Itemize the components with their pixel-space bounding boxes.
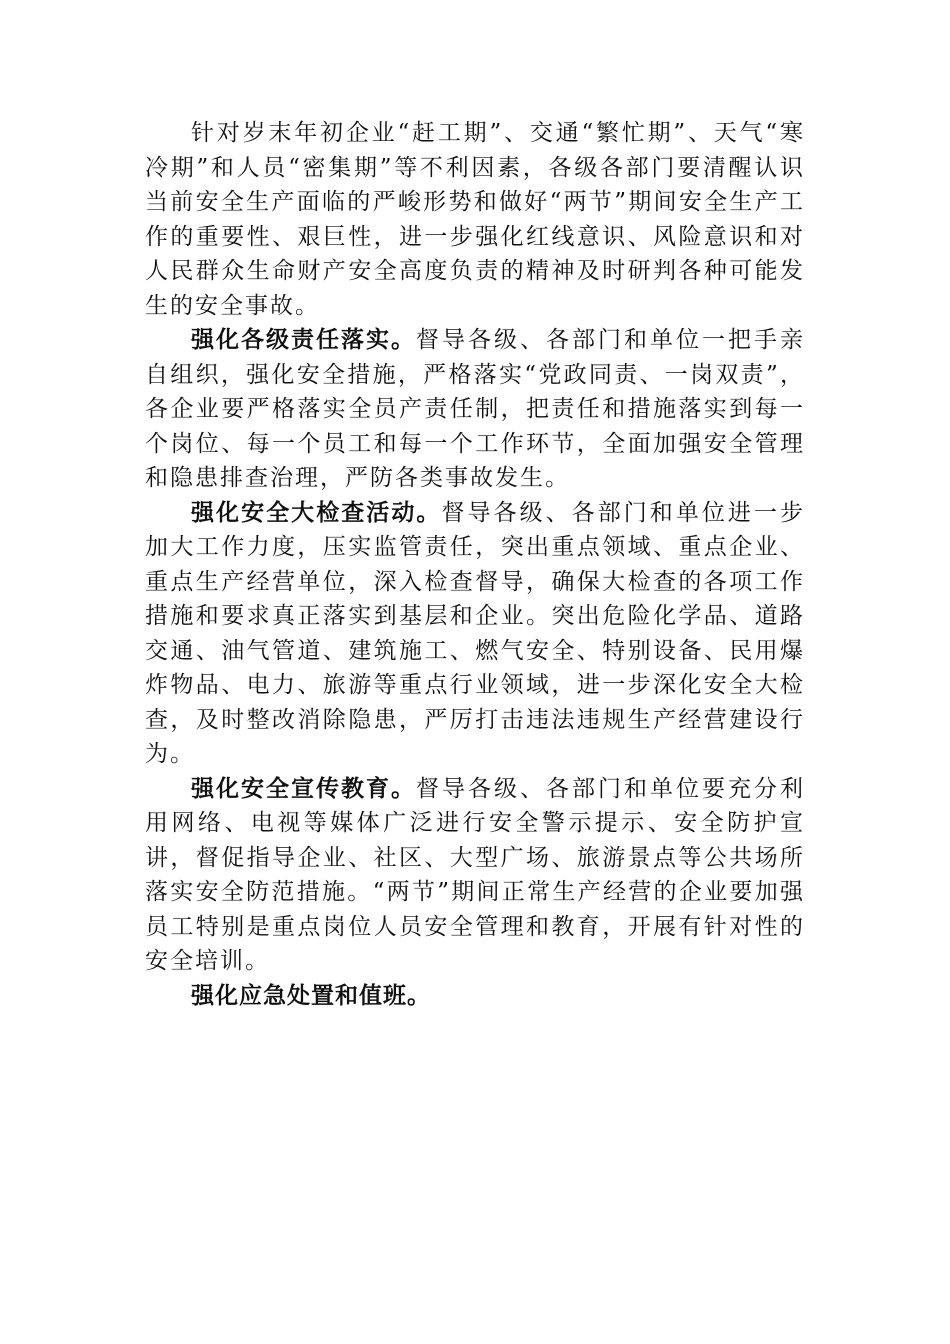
paragraph-lead: 强化各级责任落实。 (191, 327, 416, 353)
paragraph-inspection (145, 496, 805, 772)
paragraph-text: 针对岁末年初企业“赶工期”、交通“繁忙期”、天气“寒冷期”和人员“密集期”等不利因素，各级各部门要清醒认识当前安全生产面临的严峻形势和做好“两节”期间安全生产工作的重要性、艰巨性，进一步强化红线意识、风险意识和对人民群众生命财产安全高度负责的精神及时研判各种可能发生的安全事故。 (145, 120, 805, 319)
paragraph-text: 督导各级、各部门和单位一把手亲自组织，强化安全措施，严格落实“党政同责、一岗双责”，各企业要严格落实全员产责任制，把责任和措施落实到每一个岗位、每一个员工和每一个工作环节，全面加强安全管理和隐患排查治理，严防各类事故发生。 (145, 327, 805, 491)
paragraph-lead: 强化安全宣传教育。 (191, 775, 416, 802)
paragraph-text: 督导各级、各部门和单位进一步加大工作力度，压实监管责任，突出重点领域、重点企业、重点生产经营单位，深入检查督导，确保大检查的各项工作措施和要求真正落实到基层和企业。突出危险化学品、道路交通、油气管道、建筑施工、燃气安全、特别设备、民用爆炸物品、电力、旅游等重点行业领域，进一步深化安全大检查，及时整改消除隐患，严厉打击违法违规生产经营建设行为。 (145, 499, 806, 767)
paragraph-intro (145, 116, 805, 323)
paragraph-emergency (145, 979, 805, 1014)
paragraph-lead: 强化应急处置和值班。 (191, 982, 431, 1009)
paragraph-education (145, 772, 805, 979)
paragraph-text: 督导各级、各部门和单位要充分利用网络、电视等媒体广泛进行安全警示提示、安全防护宣讲，督促指导企业、社区、大型广场、旅游景点等公共场所落实安全防范措施。“两节”期间正常生产经营的企业要加强员工特别是重点岗位人员安全管理和教育，开展有针对性的安全培训。 (145, 775, 805, 974)
document-body (145, 116, 805, 1013)
paragraph-responsibility (145, 323, 805, 496)
paragraph-lead: 强化安全大检查活动。 (191, 499, 442, 526)
